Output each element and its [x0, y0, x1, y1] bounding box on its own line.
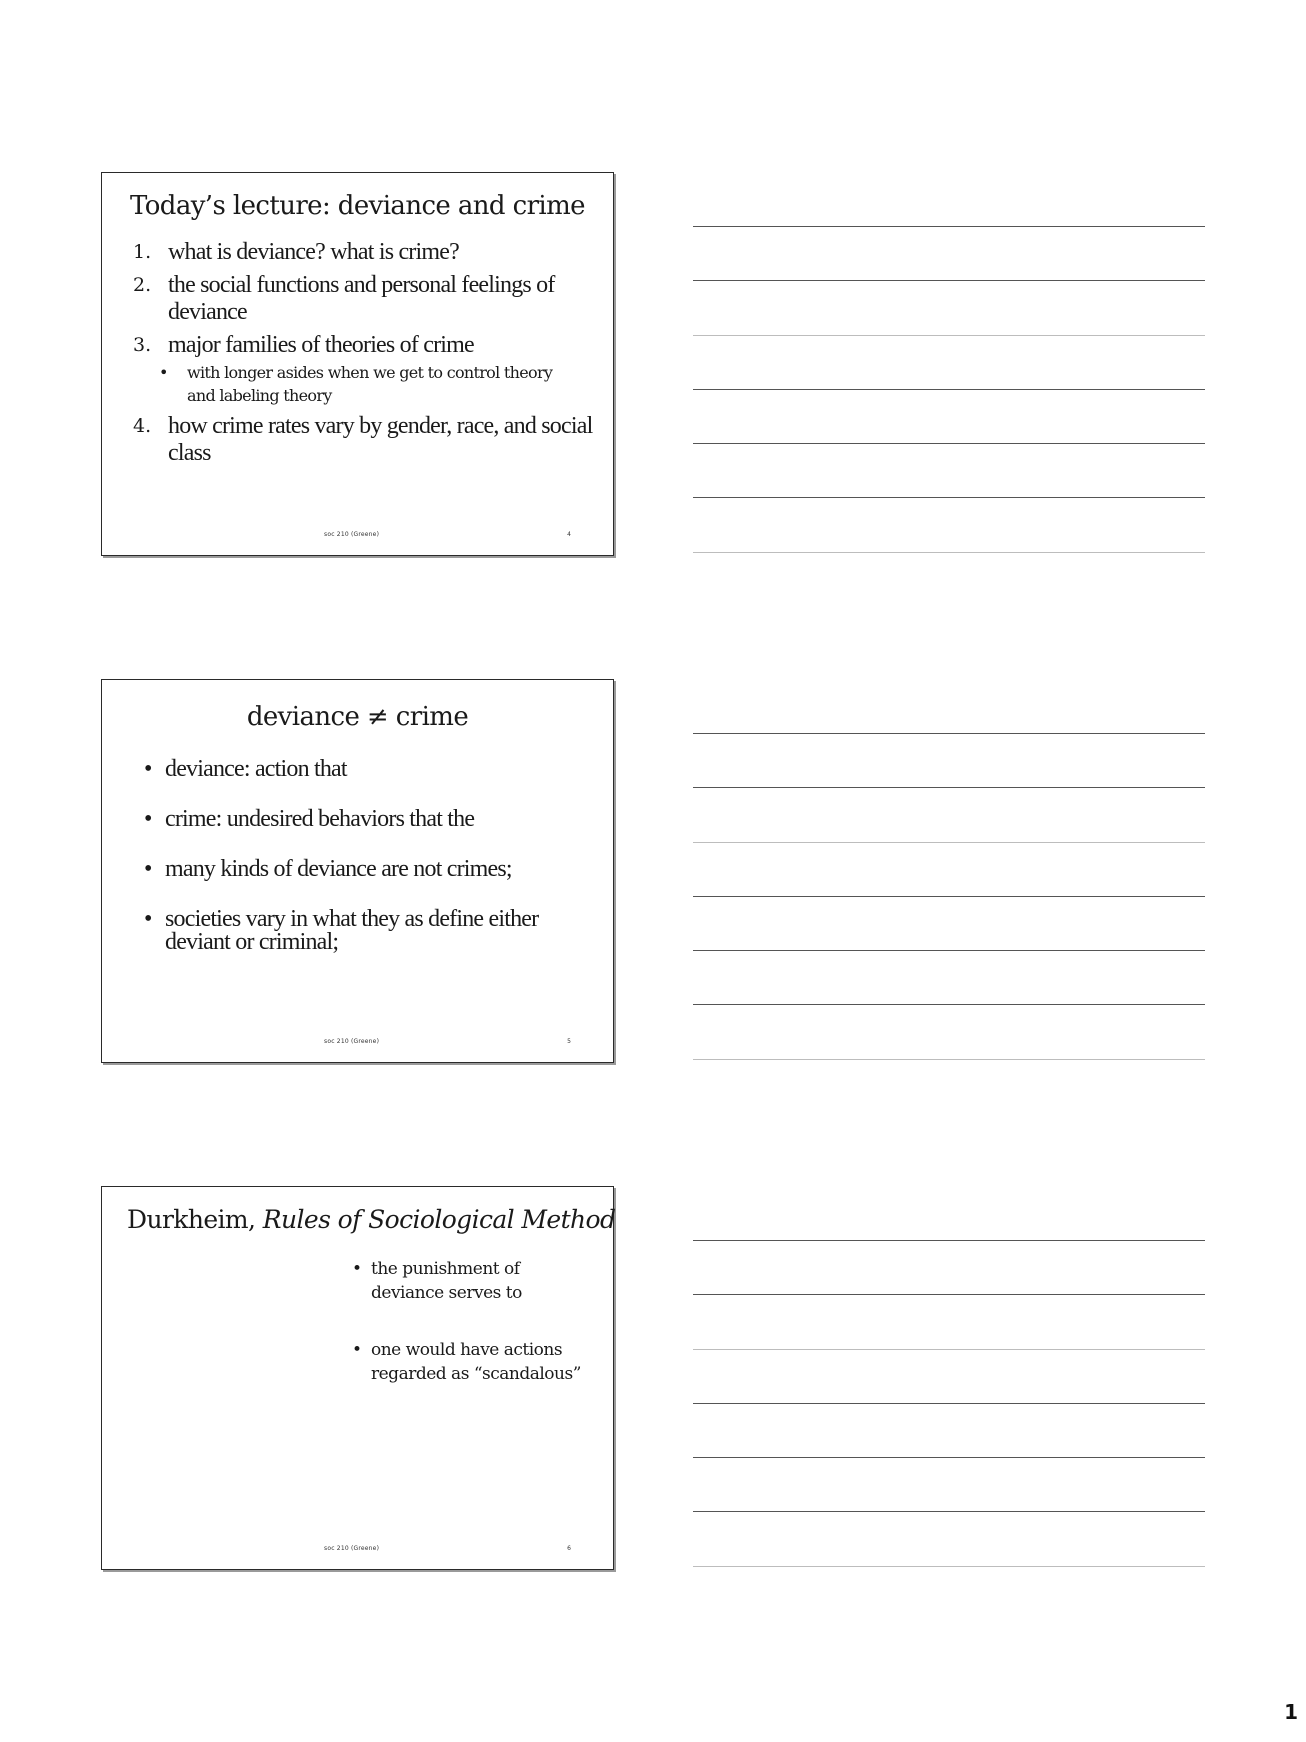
note-line: [693, 552, 1205, 553]
list-item-text: major families of theories of crime: [168, 332, 474, 358]
slide-footer: soc 210 (Greene): [324, 1545, 380, 1552]
note-line: [693, 1511, 1205, 1512]
bullet-marker: •: [144, 856, 152, 882]
list-item-text: the punishment of deviance serves to: [371, 1259, 522, 1303]
list-item: [102, 858, 613, 881]
sub-list-item-text: with longer asides when we get to control theory and labeling theory: [187, 363, 553, 405]
sub-list-item: [102, 361, 613, 407]
list-item: [102, 908, 613, 954]
list-item: [346, 1338, 613, 1386]
slide-title-plain: Durkheim,: [127, 1205, 263, 1234]
note-line: [693, 842, 1205, 843]
note-line: [693, 1294, 1205, 1295]
list-item: [102, 808, 613, 831]
list-number: 3.: [133, 334, 152, 356]
slide-number: 5: [567, 1038, 571, 1045]
note-line: [693, 787, 1205, 788]
list-item: [102, 332, 613, 359]
note-line: [693, 1566, 1205, 1567]
bullet-marker: •: [144, 756, 152, 782]
notes-lines-1: [693, 172, 1205, 556]
list-item-text: the social functions and personal feelings of deviance: [168, 272, 555, 325]
bullet-marker: •: [352, 1259, 362, 1279]
page-number: 1: [1284, 1700, 1298, 1724]
note-line: [693, 1349, 1205, 1350]
slide-number: 6: [567, 1545, 571, 1552]
slide-thumbnail-1: [101, 172, 614, 556]
list-item-text: deviance: action that: [165, 756, 347, 782]
slide-thumbnail-3: [101, 1186, 614, 1570]
list-item: [102, 272, 613, 326]
list-item: [102, 239, 613, 266]
list-item-text: many kinds of deviance are not crimes;: [165, 856, 512, 882]
note-line: [693, 1457, 1205, 1458]
slide-title: deviance ≠ crime: [246, 702, 469, 732]
slide-title: [102, 1203, 616, 1237]
note-line: [693, 1240, 1205, 1241]
numbered-list: [102, 239, 613, 473]
slide-title: Today’s lecture: deviance and crime: [130, 191, 585, 221]
note-line: [693, 335, 1205, 336]
slide-thumbnail-2: [101, 679, 614, 1063]
list-item-text: crime: undesired behaviors that the: [165, 806, 475, 832]
slide-number: 4: [567, 531, 571, 538]
list-item-text: one would have actions regarded as “scandalous”: [371, 1340, 581, 1384]
slide-title-italic: Rules of Sociological Method: [262, 1205, 616, 1234]
note-line: [693, 497, 1205, 498]
list-item-text: how crime rates vary by gender, race, and social class: [168, 413, 593, 466]
list-number: 1.: [133, 241, 152, 263]
list-item: [102, 413, 613, 467]
bullet-list: [102, 758, 613, 981]
list-item-text: what is deviance? what is crime?: [168, 239, 459, 265]
bullet-marker: •: [159, 363, 168, 382]
notes-lines-3: [693, 1186, 1205, 1570]
notes-lines-2: [693, 679, 1205, 1063]
note-line: [693, 1004, 1205, 1005]
list-number: 2.: [133, 274, 152, 296]
note-line: [693, 226, 1205, 227]
note-line: [693, 950, 1205, 951]
note-line: [693, 896, 1205, 897]
slide-footer: soc 210 (Greene): [324, 531, 380, 538]
bullet-marker: •: [144, 806, 152, 832]
list-number: 4.: [133, 415, 152, 437]
bullet-marker: •: [352, 1340, 362, 1360]
slide-footer: soc 210 (Greene): [324, 1038, 380, 1045]
note-line: [693, 389, 1205, 390]
bullet-marker: •: [144, 906, 152, 932]
list-item-text: societies vary in what they as define either deviant or criminal;: [165, 906, 539, 955]
note-line: [693, 1403, 1205, 1404]
list-item: [102, 758, 613, 781]
bullet-list: [346, 1257, 613, 1419]
list-item: [346, 1257, 613, 1305]
note-line: [693, 733, 1205, 734]
note-line: [693, 280, 1205, 281]
note-line: [693, 443, 1205, 444]
note-line: [693, 1059, 1205, 1060]
